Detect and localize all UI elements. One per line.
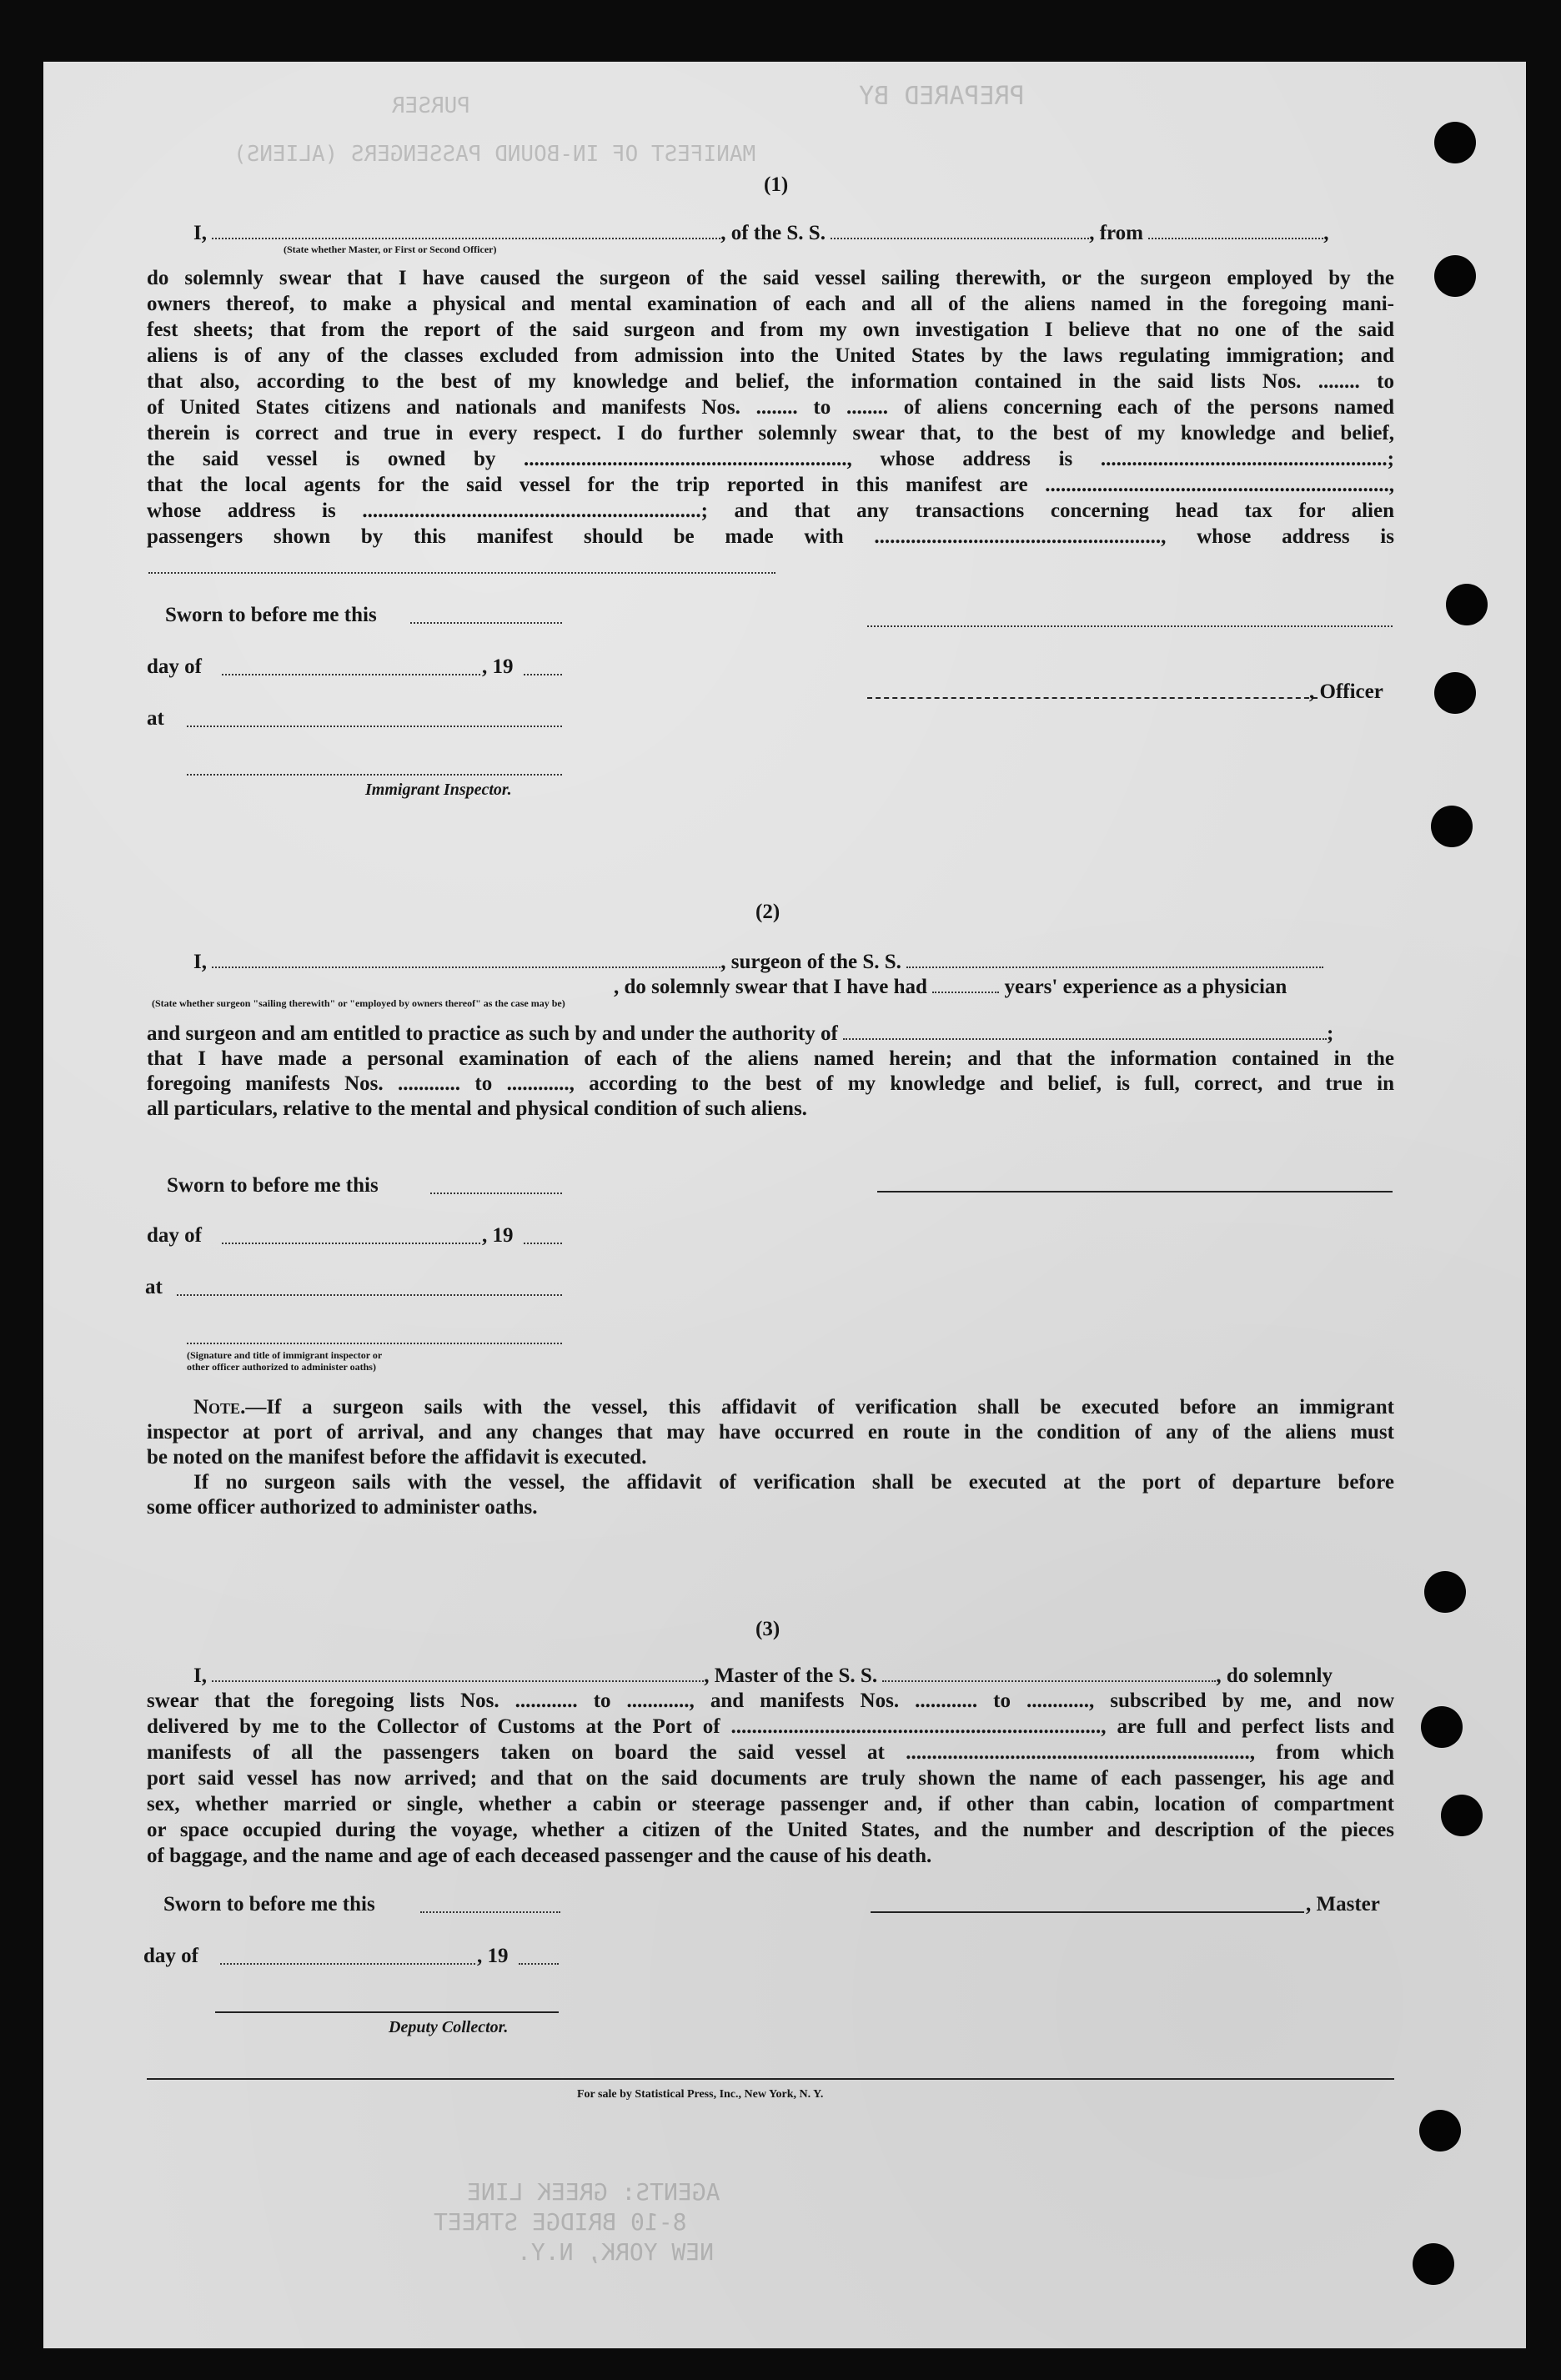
agents-stamp-line: AGENTS: GREEK LINE xyxy=(467,2178,720,2206)
body-line: that the local agents for the said vessel for the trip reported in this manifest are .................................................................., xyxy=(147,474,1394,496)
punch-hole xyxy=(1434,672,1476,714)
master-name-field[interactable] xyxy=(212,1664,704,1682)
body-line: swear that the foregoing lists Nos. ............ to ............, and manifests Nos. ............ to ............, subscribed by me, and now xyxy=(147,1690,1394,1712)
body-line: of baggage, and the name and age of each deceased passenger and the cause of his death. xyxy=(147,1845,932,1867)
section-3-number: (3) xyxy=(755,1618,780,1640)
section-2-number: (2) xyxy=(755,901,780,923)
signature-note-line: other officer authorized to administer oaths) xyxy=(187,1361,376,1373)
note-label: Note. xyxy=(193,1396,246,1418)
day-of-label: day of xyxy=(147,655,202,678)
punch-hole xyxy=(1431,806,1473,847)
deputy-collector-label: Deputy Collector. xyxy=(389,2018,509,2036)
day-of-label: day of xyxy=(147,1224,202,1247)
prepared-by-stamp: PREPARED BY xyxy=(859,82,1025,111)
sworn-label: Sworn to before me this xyxy=(163,1893,375,1916)
section-2-line-2 xyxy=(614,974,1287,1000)
officer-rank-note: (State whether Master, or First or Second Officer) xyxy=(284,244,497,255)
officer-signature-line[interactable] xyxy=(867,697,1318,699)
body-line: foregoing manifests Nos. ............ to ............, according to the best of my knowledge and belief, is full, correct, and true in xyxy=(147,1072,1394,1095)
at-field[interactable] xyxy=(177,1294,562,1296)
years-label: years' experience as a physician xyxy=(1004,976,1287,998)
vessel-name-field[interactable] xyxy=(831,221,1089,239)
administrator-signature-line[interactable] xyxy=(187,1343,562,1344)
year-field[interactable] xyxy=(524,674,562,675)
body-line: manifests of all the passengers taken on board the said vessel at .................................................................., from which xyxy=(147,1741,1394,1764)
at-label: at xyxy=(145,1276,163,1298)
punch-hole xyxy=(1413,2243,1454,2285)
year-label: , 19 xyxy=(482,1224,514,1247)
section-3-line-1 xyxy=(193,1663,1333,1689)
body-line: all particulars, relative to the mental and physical condition of such aliens. xyxy=(147,1097,807,1120)
officer-signature-top[interactable] xyxy=(867,625,1393,627)
officer-name-field[interactable] xyxy=(212,221,720,239)
agent-address-field[interactable] xyxy=(148,572,775,574)
year-label: , 19 xyxy=(482,655,514,678)
body-line: that I have made a personal examination of each of the aliens named herein; and that the information contained in the xyxy=(147,1047,1394,1070)
section-2-line-1 xyxy=(193,949,1323,975)
master-of-label: , Master of the S. S. xyxy=(704,1664,878,1687)
body-line: delivered by me to the Collector of Customs at the Port of ......................................................................., are full and perfect lists and xyxy=(147,1715,1394,1738)
vessel-name-field[interactable] xyxy=(882,1664,1216,1682)
sworn-label: Sworn to before me this xyxy=(167,1174,379,1197)
body-line: sex, whether married or single, whether a cabin or steerage passenger and, if other than cabin, location of compartment xyxy=(147,1793,1394,1815)
manifest-header-stamp: MANIFEST OF IN-BOUND PASSENGERS (ALIENS) xyxy=(233,142,756,167)
note-line: be noted on the manifest before the affidavit is executed. xyxy=(147,1446,647,1469)
day-of-label: day of xyxy=(143,1945,198,1967)
body-line: the said vessel is owned by .............................................................., whose address is .......................................................; xyxy=(147,448,1394,470)
body-line: aliens is of any of the classes excluded from admission into the United States by the laws regulating immigration; and xyxy=(147,344,1394,367)
note-line: some officer authorized to administer oaths. xyxy=(147,1496,538,1519)
at-field[interactable] xyxy=(187,726,562,727)
footer-rule xyxy=(147,2078,1394,2080)
sworn-label: Sworn to before me this xyxy=(165,604,377,626)
inspector-signature-line[interactable] xyxy=(187,774,562,776)
surgeon-name-field[interactable] xyxy=(212,950,720,968)
day-of-field[interactable] xyxy=(220,1963,475,1965)
body-line: or space occupied during the voyage, whether a citizen of the United States, and the number and description of the pieces xyxy=(147,1819,1394,1841)
note-line: If no surgeon sails with the vessel, the affidavit of verification shall be executed at the port of departure before xyxy=(193,1471,1394,1494)
purser-stamp: PURSER xyxy=(392,93,470,118)
swear-label: , do solemnly swear that I have had xyxy=(614,976,927,998)
section-3-body xyxy=(147,1688,1394,1869)
port-from-field[interactable] xyxy=(1148,221,1323,239)
vessel-name-field[interactable] xyxy=(906,950,1323,968)
agents-stamp-line: 8-10 BRIDGE STREET xyxy=(434,2208,687,2236)
authority-field[interactable] xyxy=(843,1022,1327,1040)
note-line: Note.—If a surgeon sails with the vessel, this affidavit of verification shall be executed before an immigrant xyxy=(193,1396,1394,1418)
day-of-field[interactable] xyxy=(222,674,480,675)
punch-hole xyxy=(1424,1571,1466,1613)
printer-credit: For sale by Statistical Press, Inc., New York, N. Y. xyxy=(577,2088,824,2101)
punch-hole xyxy=(1446,584,1488,625)
body-line: do solemnly swear that I have caused the surgeon of the said vessel sailing therewith, or the surgeon employed by the xyxy=(147,267,1394,289)
punch-hole xyxy=(1434,122,1476,163)
from-label: , from xyxy=(1089,222,1143,244)
sworn-date-field[interactable] xyxy=(420,1911,560,1913)
i-label: I, xyxy=(193,222,207,244)
surgeon-type-note: (State whether surgeon "sailing therewith" or "employed by owners thereof" as the case may be) xyxy=(152,997,565,1009)
sworn-date-field[interactable] xyxy=(410,622,562,624)
signature-note-line: (Signature and title of immigrant inspector or xyxy=(187,1349,383,1361)
year-field[interactable] xyxy=(519,1963,559,1965)
i-label: I, xyxy=(193,1664,207,1687)
body-line: whose address is .................................................................; and that any transactions concerning head tax for alien xyxy=(147,500,1394,522)
years-experience-field[interactable] xyxy=(932,975,999,993)
body-line: therein is correct and true in every respect. I do further solemnly swear that, to the best of my knowledge and belief, xyxy=(147,422,1394,444)
year-field[interactable] xyxy=(524,1243,562,1244)
agents-stamp-line: NEW YORK, N.Y. xyxy=(517,2238,715,2266)
body-line: port said vessel has now arrived; and that on the said documents are truly shown the name of each passenger, his age and xyxy=(147,1767,1394,1790)
note-line: inspector at port of arrival, and any changes that may have occurred en route in the condition of any of the aliens must xyxy=(147,1421,1394,1444)
i-label: I, xyxy=(193,951,207,973)
at-label: at xyxy=(147,707,164,730)
officer-label: , Officer xyxy=(1309,680,1383,703)
master-signature-line[interactable] xyxy=(871,1911,1304,1913)
master-label: , Master xyxy=(1306,1893,1380,1916)
year-label: , 19 xyxy=(477,1945,509,1967)
section-1-body xyxy=(147,265,1394,550)
sworn-date-field[interactable] xyxy=(430,1193,562,1194)
body-line: that also, according to the best of my knowledge and belief, the information contained in the said lists Nos. ........ to xyxy=(147,370,1394,393)
punch-hole xyxy=(1434,255,1476,297)
immigrant-inspector-label: Immigrant Inspector. xyxy=(365,781,512,799)
collector-signature-line[interactable] xyxy=(215,2011,559,2013)
body-line: of United States citizens and nationals and manifests Nos. ........ to ........ of aliens concerning each of the persons named xyxy=(147,396,1394,419)
section-1-number: (1) xyxy=(764,173,789,196)
surgeon-signature-line[interactable] xyxy=(877,1191,1393,1193)
body-line: and surgeon and am entitled to practice as such by and under the authority of ; xyxy=(147,1022,1334,1045)
body-line: owners thereof, to make a physical and mental examination of each and all of the aliens named in the foregoing mani- xyxy=(147,293,1394,315)
punch-hole xyxy=(1421,1706,1463,1748)
section-1-line-1: I, , of the S. S. , from , xyxy=(193,222,1329,244)
of-ss-label: , of the S. S. xyxy=(720,222,826,244)
day-of-field[interactable] xyxy=(222,1243,480,1244)
surgeon-of-label: , surgeon of the S. S. xyxy=(720,951,901,973)
punch-hole xyxy=(1441,1795,1483,1836)
body-line: passengers shown by this manifest should be made with ......................................................., whose address is xyxy=(147,525,1394,548)
punch-hole xyxy=(1419,2110,1461,2152)
solemnly-label: , do solemnly xyxy=(1216,1664,1333,1687)
body-line: fest sheets; that from the report of the said surgeon and from my own investigation I believe that no one of the said xyxy=(147,319,1394,341)
